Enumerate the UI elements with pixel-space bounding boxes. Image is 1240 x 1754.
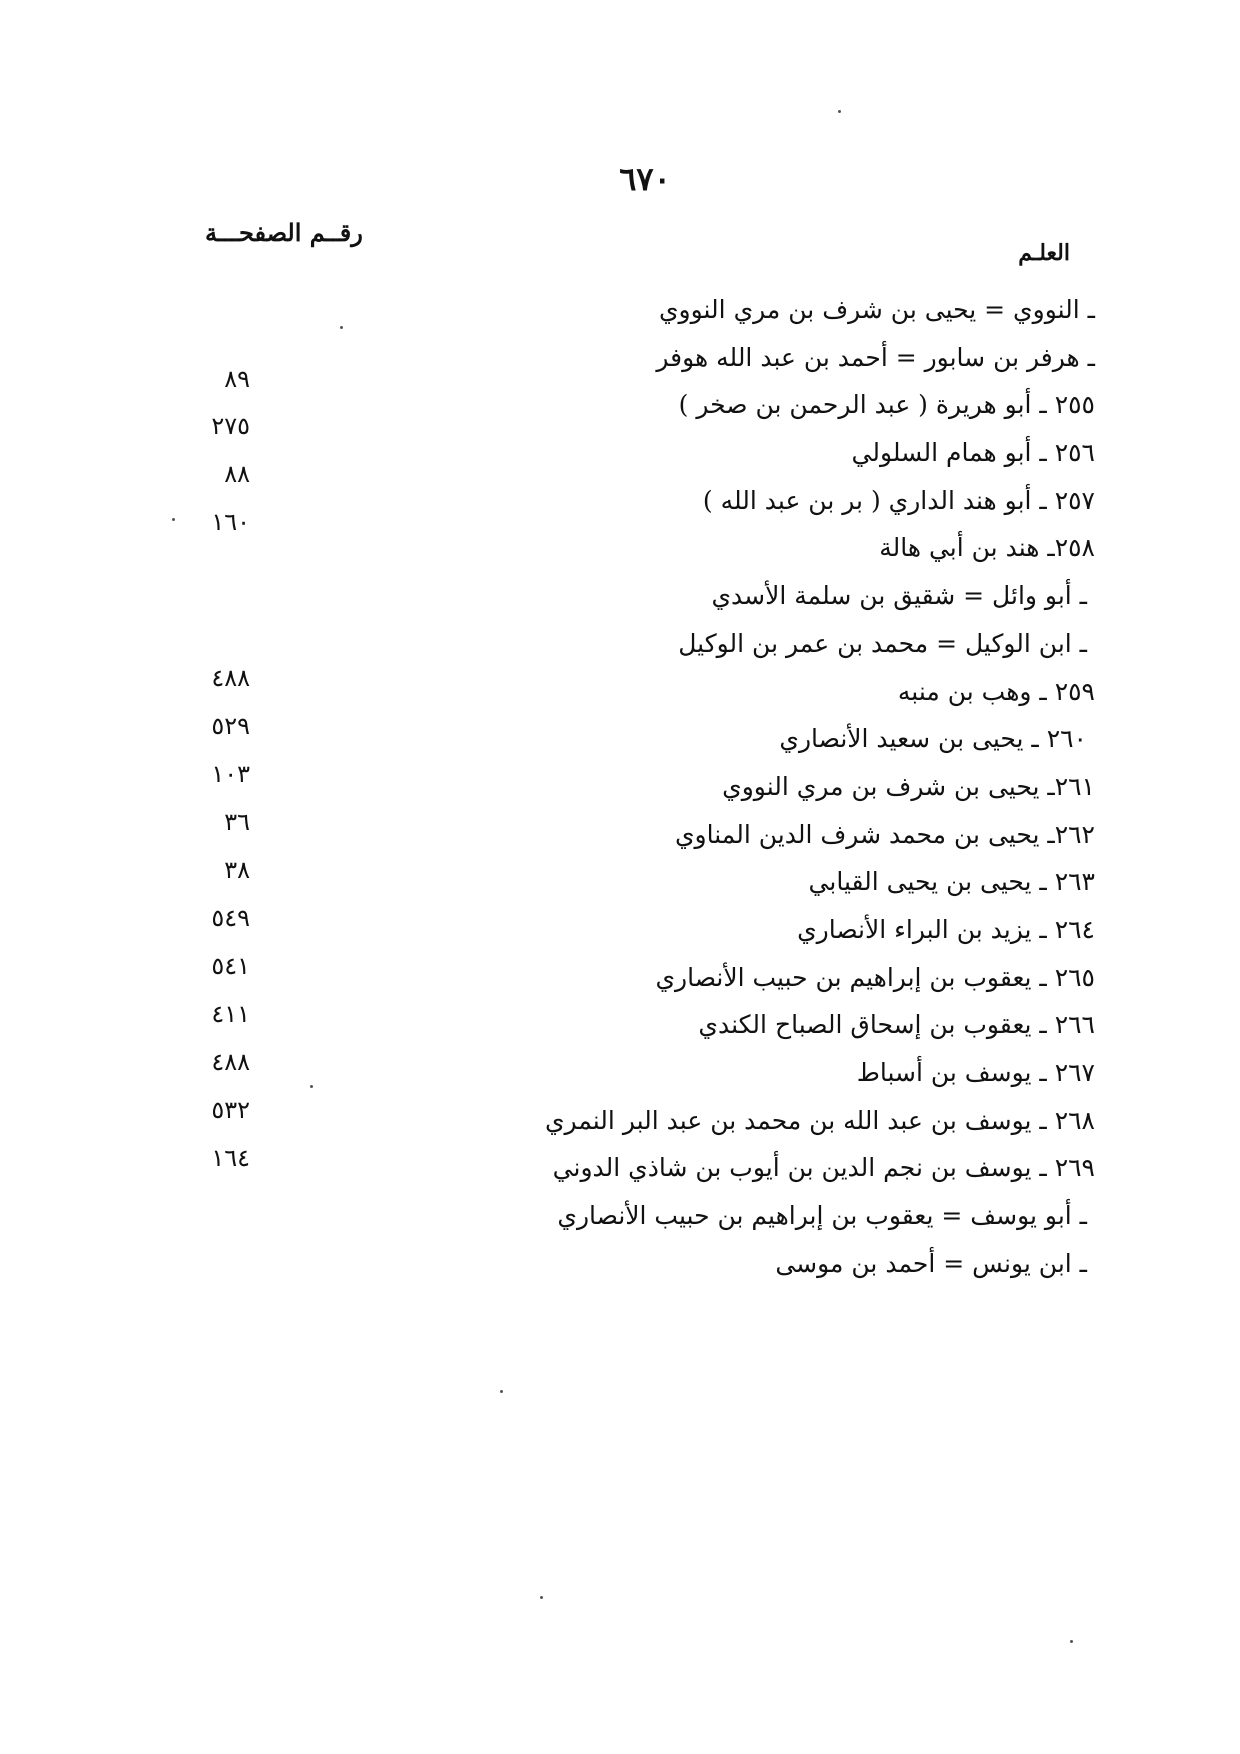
page-ref: ٣٨ [224,856,250,884]
scan-speck [310,1085,313,1088]
list-item: ٢٦٣ ـ يحيى بن يحيى القيابي [808,867,1095,897]
page-ref: ٥٤٩ [211,904,250,932]
list-item: ٢٦٤ ـ يزيد بن البراء الأنصاري [797,914,1095,944]
page-ref: ٢٧٥ [211,412,250,440]
list-item: ٢٦١ـ يحيى بن شرف بن مري النووي [722,771,1095,801]
list-item: ٢٥٦ ـ أبو همام السلولي [851,438,1095,468]
list-item: ـ هرفر بن سابور = أحمد بن عبد الله هوفر [656,342,1095,372]
list-item: ٢٦٦ ـ يعقوب بن إسحاق الصباح الكندي [698,1010,1095,1040]
scan-speck [340,326,343,329]
name-list [455,288,1095,1289]
list-item: ٢٦٥ ـ يعقوب بن إبراهيم بن حبيب الأنصاري [655,962,1095,992]
page-ref: ٣٦ [224,808,250,836]
list-item: ـ النووي = يحيى بن شرف بن مري النووي [658,295,1095,324]
list-item: ٢٦٩ ـ يوسف بن نجم الدين بن أيوب بن شاذي الدوني [552,1153,1095,1183]
list-item: ٢٦٢ـ يحيى بن محمد شرف الدين المناوي [674,819,1095,849]
page-ref: ٥٣٢ [211,1096,250,1124]
page-ref: ٤١١ [211,1000,250,1028]
page-ref: ١٦٠ [211,508,250,536]
list-item: ٢٦٠ ـ يحيى بن سعيد الأنصاري [779,724,1087,754]
scan-speck [1070,1640,1073,1643]
page-number: ٦٧٠ [619,160,671,198]
scan-speck [500,1390,503,1393]
list-item: ـ ابن يونس = أحمد بن موسى [775,1248,1087,1278]
list-item: ٢٥٧ ـ أبو هند الداري ( بر بن عبد الله ) [702,485,1095,515]
scan-speck [540,1596,543,1599]
page-ref: ٨٩ [224,365,250,393]
list-item: ٢٦٧ ـ يوسف بن أسباط [856,1058,1095,1087]
page-ref: ٥٤١ [211,952,250,980]
page-ref: ٨٨ [224,460,250,488]
list-item: ـ أبو وائل = شقيق بن سلمة الأسدي [711,581,1087,611]
list-item: ٢٥٩ ـ وهب بن منبه [897,676,1095,706]
list-item: ٢٥٨ـ هند بن أبي هالة [879,533,1095,563]
list-item: ـ ابن الوكيل = محمد بن عمر بن الوكيل [678,628,1087,658]
page-ref: ١٠٣ [211,760,250,788]
list-item: ٢٦٨ ـ يوسف بن عبد الله بن محمد بن عبد البر النمري [544,1105,1095,1135]
list-item: ـ أبو يوسف = يعقوب بن إبراهيم بن حبيب الأنصاري [557,1201,1087,1231]
list-item: ٢٥٥ ـ أبو هريرة ( عبد الرحمن بن صخر ) [678,390,1095,420]
page-ref: ٥٢٩ [211,712,250,740]
name-column-header: العلـم [1018,240,1070,266]
scan-speck [172,518,175,521]
page-ref: ٤٨٨ [211,664,250,692]
scan-speck [838,110,841,113]
page-ref: ١٦٤ [211,1144,250,1172]
page-ref: ٤٨٨ [211,1048,250,1076]
page-column-header: رقــم الصفحـــة [205,218,363,247]
